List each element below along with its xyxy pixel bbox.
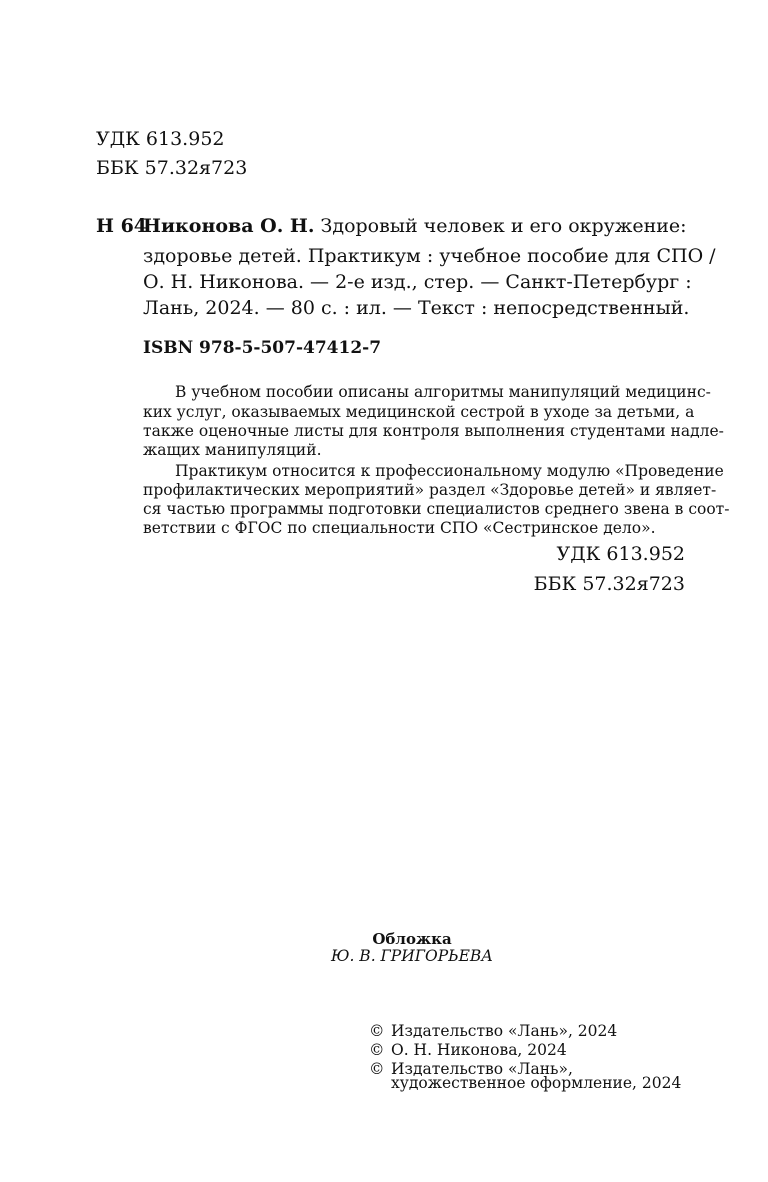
catalog-description-line: здоровье детей. Практикум : учебное пособие для СПО /: [143, 245, 716, 267]
author-heading: Никонова О. Н.: [143, 215, 315, 237]
catalog-code: Н 64: [96, 215, 148, 237]
copyright-holder: Издательство «Лань», 2024: [391, 1022, 618, 1040]
copyright-icon: ©: [369, 1041, 385, 1059]
isbn: ISBN 978-5-507-47412-7: [143, 338, 382, 358]
udk-code-bottom: УДК 613.952: [556, 543, 685, 565]
annotation-line: Практикум относится к профессиональному модулю «Проведение: [175, 462, 724, 480]
copyright-icon: ©: [369, 1022, 385, 1040]
catalog-description-line: О. Н. Никонова. — 2-е изд., стер. — Санкт-Петербург :: [143, 271, 692, 293]
copyright-icon: ©: [369, 1060, 385, 1078]
udk-code-top: УДК 613.952: [96, 128, 225, 150]
annotation-line: ся частью программы подготовки специалистов среднего звена в соот-: [143, 500, 730, 518]
copyright-holder: О. Н. Никонова, 2024: [391, 1041, 567, 1059]
annotation-line: ветствии с ФГОС по специальности СПО «Сестринское дело».: [143, 519, 656, 537]
bbk-code-top: ББК 57.32я723: [96, 157, 248, 179]
copyright-holder: Издательство «Лань»,: [391, 1060, 573, 1078]
title-text: Здоровый человек и его окружение:: [320, 215, 687, 237]
catalog-description-line: Лань, 2024. — 80 с. : ил. — Текст : непосредственный.: [143, 297, 690, 319]
copyright-entry: [369, 1041, 567, 1059]
annotation-line: также оценочные листы для контроля выполнения студентами надле-: [143, 422, 724, 440]
copyright-entry: [369, 1022, 617, 1040]
cover-label: Обложка: [372, 930, 452, 948]
copyright-continuation: художественное оформление, 2024: [391, 1074, 682, 1092]
cover-artist: Ю. В. ГРИГОРЬЕВА: [330, 947, 494, 965]
annotation-line: жащих манипуляций.: [143, 441, 322, 459]
catalog-description-line: [143, 215, 685, 237]
annotation-line: ких услуг, оказываемых медицинской сестрой в уходе за детьми, а: [143, 403, 695, 421]
annotation-line: профилактических мероприятий» раздел «Здоровье детей» и являет-: [143, 481, 717, 499]
bbk-code-bottom: ББК 57.32я723: [533, 573, 685, 595]
annotation-line: В учебном пособии описаны алгоритмы манипуляций медицинс-: [175, 383, 711, 401]
